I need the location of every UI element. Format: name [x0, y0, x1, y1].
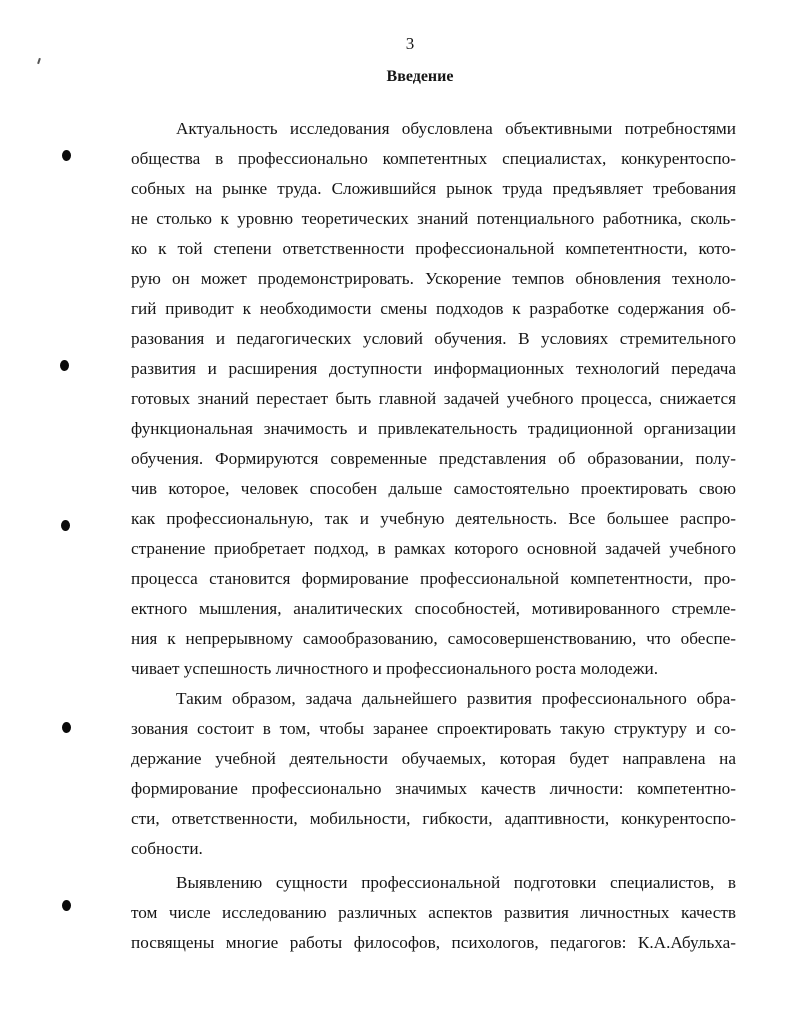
text-line: странение приобретает подход, в рамках которого основной задачей учебного	[131, 539, 736, 558]
text-line: зования состоит в том, чтобы заранее спроектировать такую структуру и со-	[131, 719, 736, 738]
text-line: ния к непрерывному самообразованию, самосовершенствованию, что обеспе-	[131, 629, 736, 648]
text-line: не столько к уровню теоретических знаний потенциального работника, сколь-	[131, 209, 736, 228]
text-line: держание учебной деятельности обучаемых, которая будет направлена на	[131, 749, 736, 768]
section-heading: Введение	[386, 68, 454, 85]
text-line: Выявлению сущности профессиональной подготовки специалистов, в	[176, 873, 736, 892]
text-line: функциональная значимость и привлекательность традиционной организации	[131, 419, 736, 438]
text-line: сти, ответственности, мобильности, гибкости, адаптивности, конкурентоспо-	[131, 809, 736, 828]
text-line: ектного мышления, аналитических способностей, мотивированного стремле-	[131, 599, 736, 618]
text-line: общества в профессионально компетентных специалистах, конкурентоспо-	[131, 149, 736, 168]
text-line: собности.	[131, 839, 203, 858]
text-line: собных на рынке труда. Сложившийся рынок труда предъявляет требования	[131, 179, 736, 198]
hole-punch-mark	[62, 900, 71, 911]
text-line: формирование профессионально значимых качеств личности: компетентно-	[131, 779, 736, 798]
text-line: обучения. Формируются современные представления об образовании, полу-	[131, 449, 736, 468]
text-line: процесса становится формирование профессиональной компетентности, про-	[131, 569, 736, 588]
text-line: Таким образом, задача дальнейшего развития профессионального обра-	[176, 689, 736, 708]
margin-mark	[37, 58, 41, 64]
text-line: как профессиональную, так и учебную деятельность. Все большее распро-	[131, 509, 736, 528]
text-line: разования и педагогических условий обучения. В условиях стремительного	[131, 329, 736, 348]
text-line: рую он может продемонстрировать. Ускорение темпов обновления техноло-	[131, 269, 736, 288]
text-line: ко к той степени ответственности профессиональной компетентности, кото-	[131, 239, 736, 258]
text-line: готовых знаний перестает быть главной задачей учебного процесса, снижается	[131, 389, 736, 408]
hole-punch-mark	[62, 722, 71, 733]
hole-punch-mark	[60, 360, 69, 371]
hole-punch-mark	[61, 520, 70, 531]
text-line: том числе исследованию различных аспектов развития личностных качеств	[131, 903, 736, 922]
text-line: посвящены многие работы философов, психологов, педагогов: К.А.Абульха-	[131, 933, 736, 952]
text-line: развития и расширения доступности информационных технологий передача	[131, 359, 736, 378]
text-line: гий приводит к необходимости смены подходов к разработке содержания об-	[131, 299, 736, 318]
text-line: Актуальность исследования обусловлена объективными потребностями	[176, 119, 736, 138]
text-line: чивает успешность личностного и профессионального роста молодежи.	[131, 659, 659, 678]
page-number: 3	[405, 34, 415, 53]
text-line: чив которое, человек способен дальше самостоятельно проектировать свою	[131, 479, 736, 498]
hole-punch-mark	[62, 150, 71, 161]
